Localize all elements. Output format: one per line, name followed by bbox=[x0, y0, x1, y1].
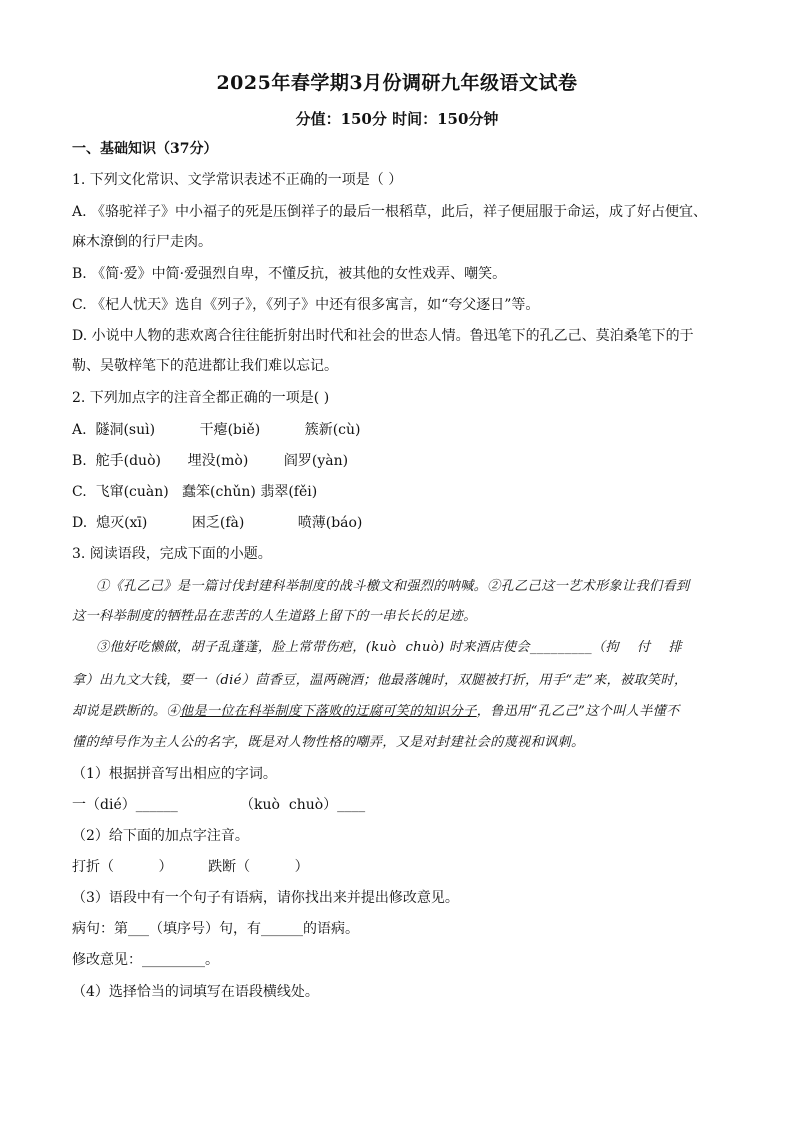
question-2-stem: 2. 下列加点字的注音全都正确的一项是( ) bbox=[72, 390, 330, 406]
sub-question-2: （2）给下面的加点字注音。 bbox=[72, 828, 249, 844]
sub-question-1-blanks: 一（dié）______ （kuò chuò）____ bbox=[72, 797, 366, 813]
passage-text: ，鲁迅用“孔乙己”这个叫人半懂不 bbox=[476, 704, 680, 719]
sub-question-2-blanks: 打折（ ） 跌断（ ） bbox=[72, 859, 309, 875]
question-1-option-a: A. 《骆驼祥子》中小福子的死是压倒祥子的最后一根稻草，此后，祥子便屈服于命运，成了好占便宜、 bbox=[72, 204, 708, 220]
question-2-option-b: B. 舵手(duò) 埋没(mò) 阎罗(yàn) bbox=[72, 453, 349, 469]
score-time-info: 分值：150分 时间：150分钟 bbox=[295, 110, 499, 128]
passage-line: ③他好吃懒做，胡子乱蓬蓬，脸上常带伤疤，(kuò chuò) 时来酒店使会_________（拘 付 排 bbox=[96, 640, 682, 655]
sub-question-4: （4）选择恰当的词填写在语段横线处。 bbox=[72, 984, 319, 1000]
passage-line: 懂的绰号作为主人公的名字，既是对人物性格的嘲弄，又是对封建社会的蔑视和讽刺。 bbox=[72, 735, 585, 750]
passage-line: 这一科举制度的牺牲品在悲苦的人生道路上留下的一串长长的足迹。 bbox=[72, 609, 477, 624]
question-1-option-c: C. 《杞人忧天》选自《列子》，《列子》中还有很多寓言，如“夸父逐日”等。 bbox=[72, 297, 540, 313]
passage-line: 拿）出九文大钱，要一（dié）茴香豆，温两碗酒；他最落魄时，双腿被打折，用手“走”来，被取笑时， bbox=[72, 673, 688, 688]
question-1-option-d-cont: 勒、吴敬梓笔下的范进都让我们难以忘记。 bbox=[72, 358, 338, 374]
question-1-stem: 1. 下列文化常识、文学常识表述不正确的一项是（ ） bbox=[72, 172, 403, 188]
question-1-option-d: D. 小说中人物的悲欢离合往往能折射出时代和社会的世态人情。鲁迅笔下的孔乙己、莫泊桑笔下的于 bbox=[72, 328, 694, 344]
question-2-option-d: D. 熄灭(xī) 困乏(fà) 喷薄(báo) bbox=[72, 515, 363, 531]
question-1-option-a-cont: 麻木潦倒的行尸走肉。 bbox=[72, 234, 212, 250]
question-2-option-c: C. 飞窜(cuàn) 蠢笨(chǔn) 翡翠(fěi) bbox=[72, 484, 318, 500]
question-1-option-b: B. 《简·爱》中简·爱强烈自卑，不懂反抗，被其他的女性戏弄、嘲笑。 bbox=[72, 266, 507, 282]
page-title: 2025年春学期3月份调研九年级语文试卷 bbox=[216, 72, 578, 94]
underlined-sentence: 他是一位在科举制度下落败的迂腐可笑的知识分子 bbox=[179, 704, 477, 719]
passage-line bbox=[72, 702, 680, 722]
question-2-option-a: A. 隧洞(suì) 干瘪(biě) 簇新(cù) bbox=[72, 422, 361, 438]
passage-text: 却说是跌断的。④ bbox=[72, 704, 180, 719]
sub-question-3-blank-revision: 修改意见：_________。 bbox=[72, 952, 219, 968]
sub-question-3-blank-sentence: 病句：第___（填序号）句，有______的语病。 bbox=[72, 921, 359, 937]
passage-line: ①《孔乙己》是一篇讨伐封建科举制度的战斗檄文和强烈的呐喊。②孔乙己这一艺术形象让我们看到 bbox=[96, 579, 690, 594]
sub-question-3: （3）语段中有一个句子有语病，请你找出来并提出修改意见。 bbox=[72, 890, 459, 906]
sub-question-1: （1）根据拼音写出相应的字词。 bbox=[72, 766, 277, 782]
question-3-stem: 3. 阅读语段，完成下面的小题。 bbox=[72, 546, 272, 562]
section-heading: 一、基础知识（37分） bbox=[72, 141, 218, 157]
